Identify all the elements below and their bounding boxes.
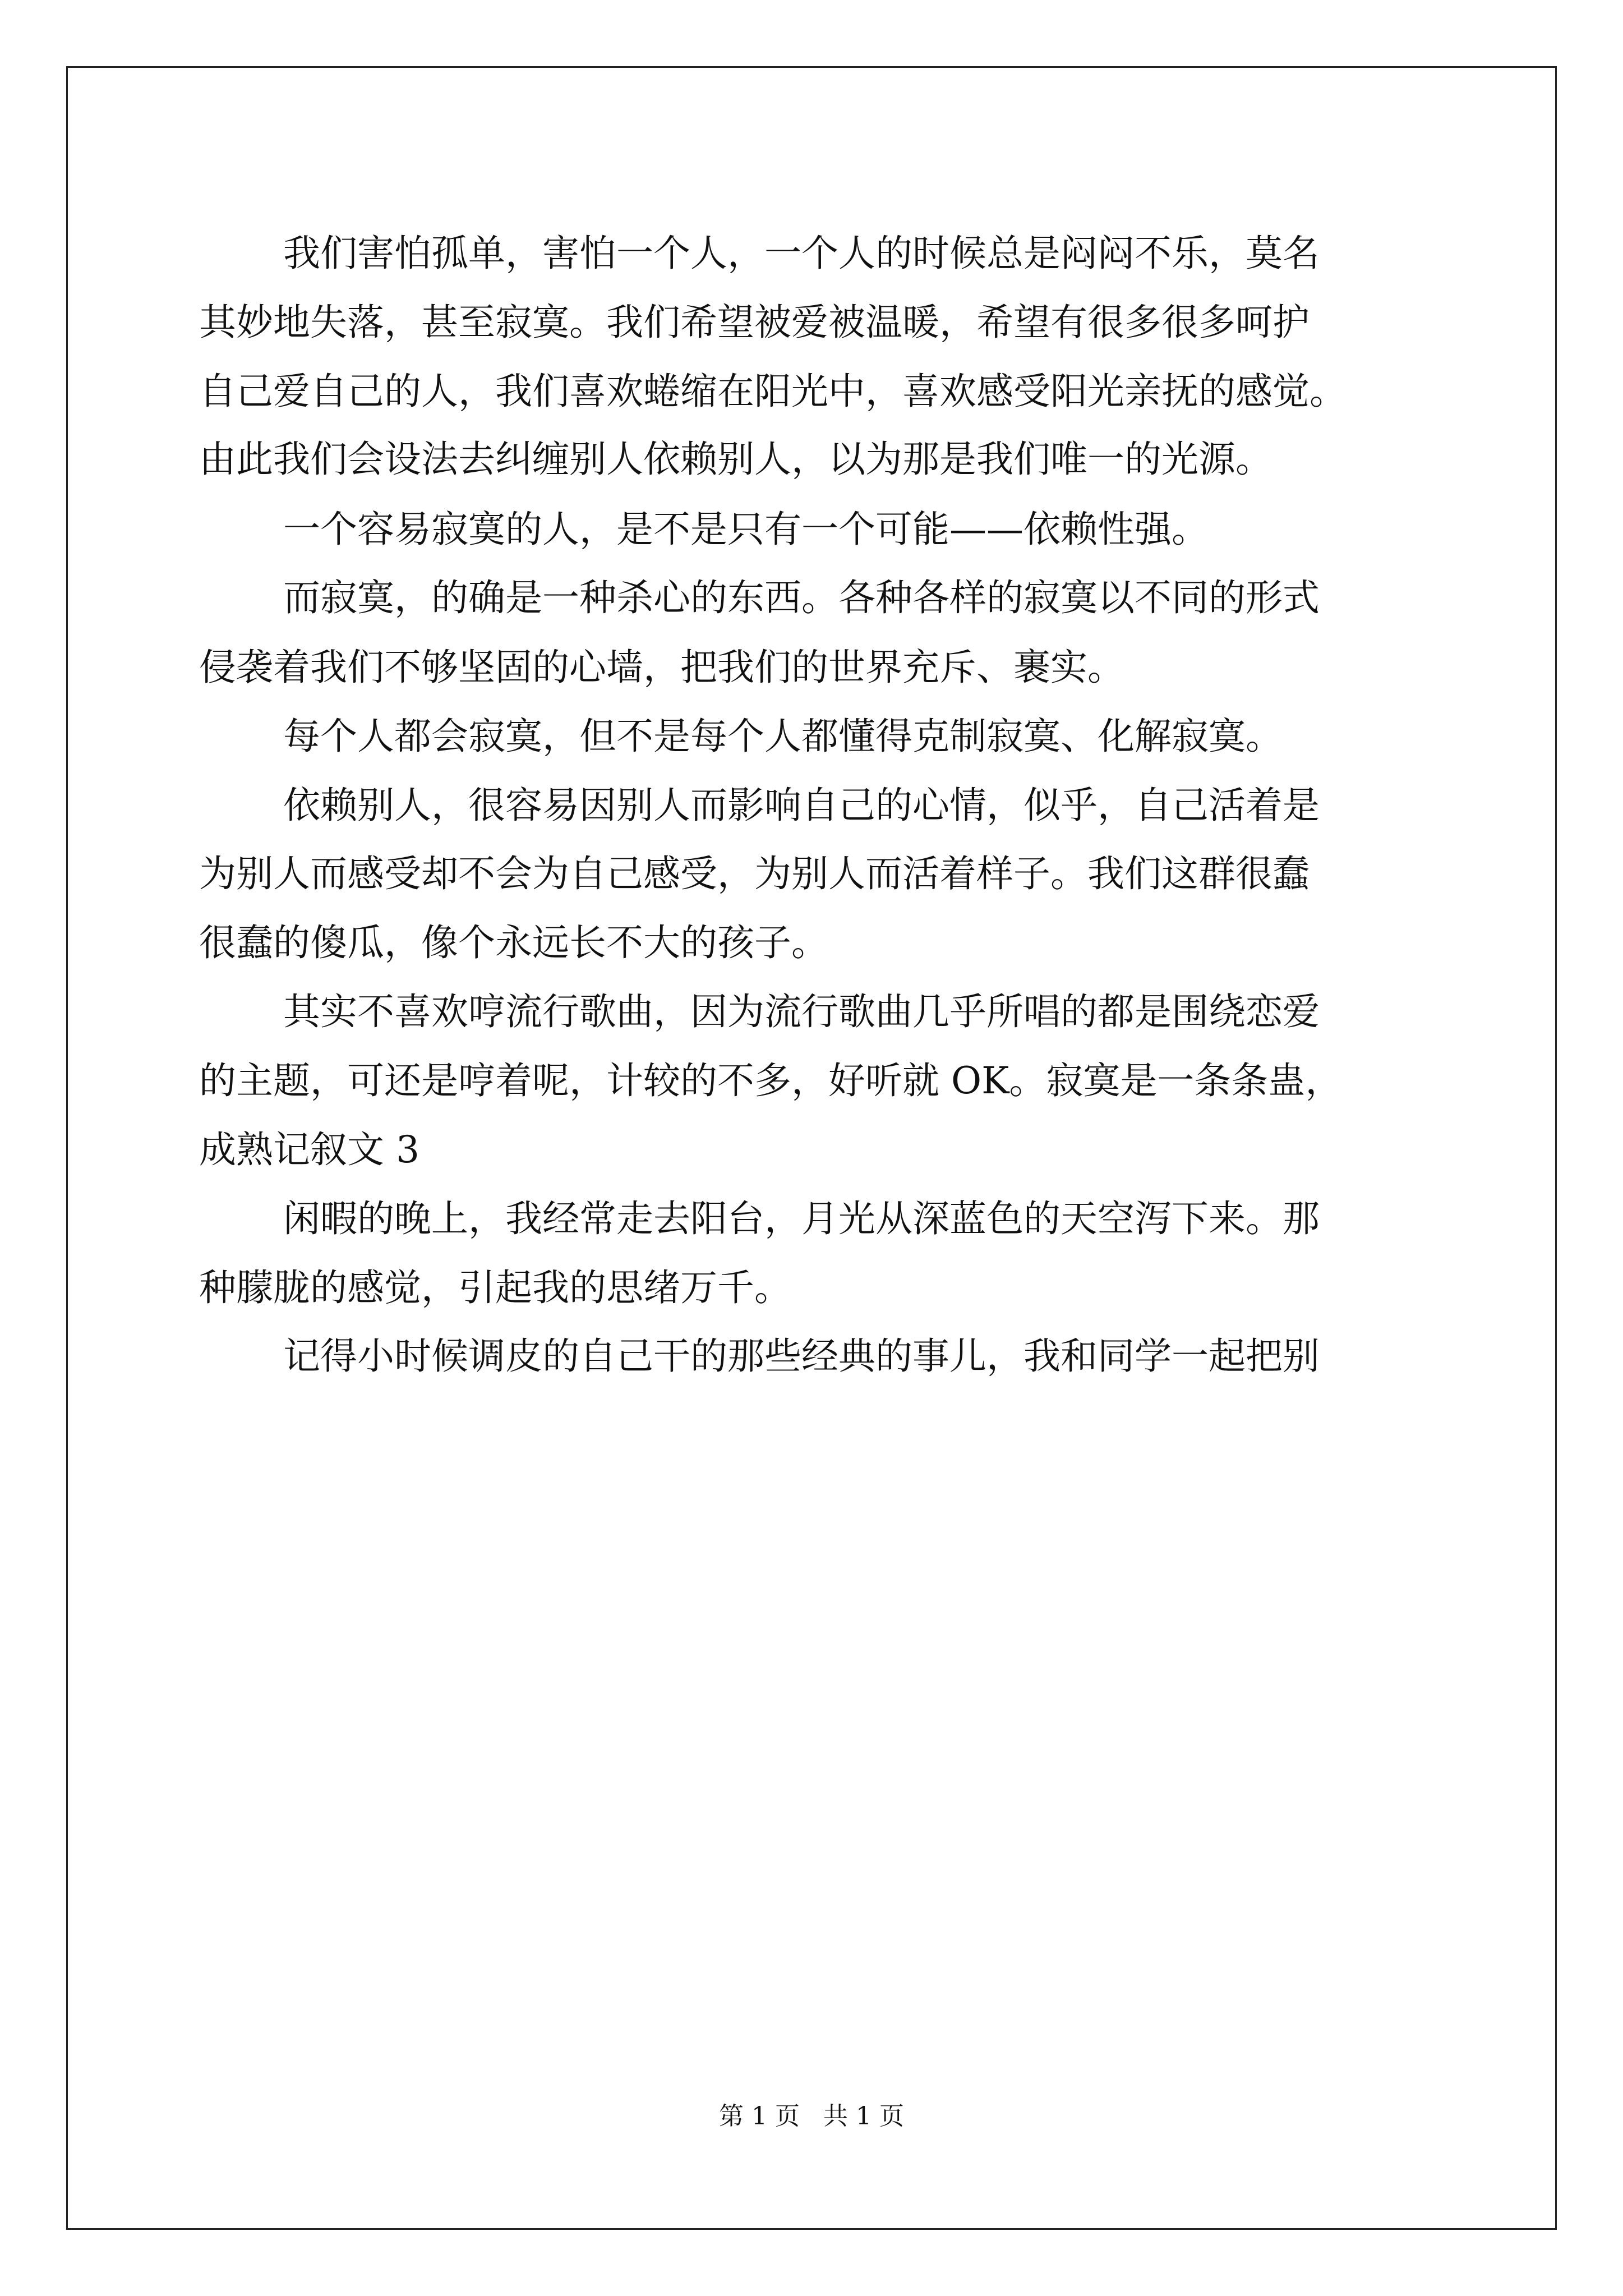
text-line: 每个人都会寂寞，但不是每个人都懂得克制寂寞、化解寂寞。 bbox=[283, 715, 1283, 758]
page-footer: 第 1 页 共 1 页 bbox=[719, 2102, 904, 2131]
text-line: 而寂寞，的确是一种杀心的东西。各种各样的寂寞以不同的形式 bbox=[283, 576, 1320, 619]
section-heading: 成熟记叙文 3 bbox=[199, 1128, 419, 1171]
text-line: 其实不喜欢哼流行歌曲，因为流行歌曲几乎所唱的都是围绕恋爱 bbox=[283, 990, 1320, 1033]
text-line: 闲暇的晚上，我经常走去阳台，月光从深蓝色的天空泻下来。那 bbox=[283, 1197, 1320, 1240]
text-line: 的主题，可还是哼着呢，计较的不多，好听就 OK。寂寞是一条条蛊， bbox=[199, 1059, 1343, 1102]
text-line: 自己爱自己的人，我们喜欢蜷缩在阳光中，喜欢感受阳光亲抚的感觉。 bbox=[199, 370, 1347, 413]
text-line: 很蠢的傻瓜，像个永远长不大的孩子。 bbox=[199, 921, 828, 964]
text-line: 侵袭着我们不够坚固的心墙，把我们的世界充斥、裹实。 bbox=[199, 646, 1124, 689]
text-line: 为别人而感受却不会为自己感受，为别人而活着样子。我们这群很蠢 bbox=[199, 852, 1310, 895]
text-line: 依赖别人，很容易因别人而影响自己的心情，似乎，自己活着是 bbox=[283, 784, 1320, 827]
text-line: 由此我们会设法去纠缠别人依赖别人，以为那是我们唯一的光源。 bbox=[199, 438, 1272, 481]
text-line: 记得小时候调皮的自己干的那些经典的事儿，我和同学一起把别 bbox=[283, 1335, 1320, 1378]
text-line: 我们害怕孤单，害怕一个人，一个人的时候总是闷闷不乐，莫名 bbox=[283, 232, 1320, 275]
text-line: 一个容易寂寞的人，是不是只有一个可能——依赖性强。 bbox=[283, 508, 1209, 551]
text-line: 种朦胧的感觉，引起我的思绪万千。 bbox=[199, 1266, 791, 1309]
text-line: 其妙地失落，甚至寂寞。我们希望被爱被温暖，希望有很多很多呵护 bbox=[199, 301, 1310, 344]
